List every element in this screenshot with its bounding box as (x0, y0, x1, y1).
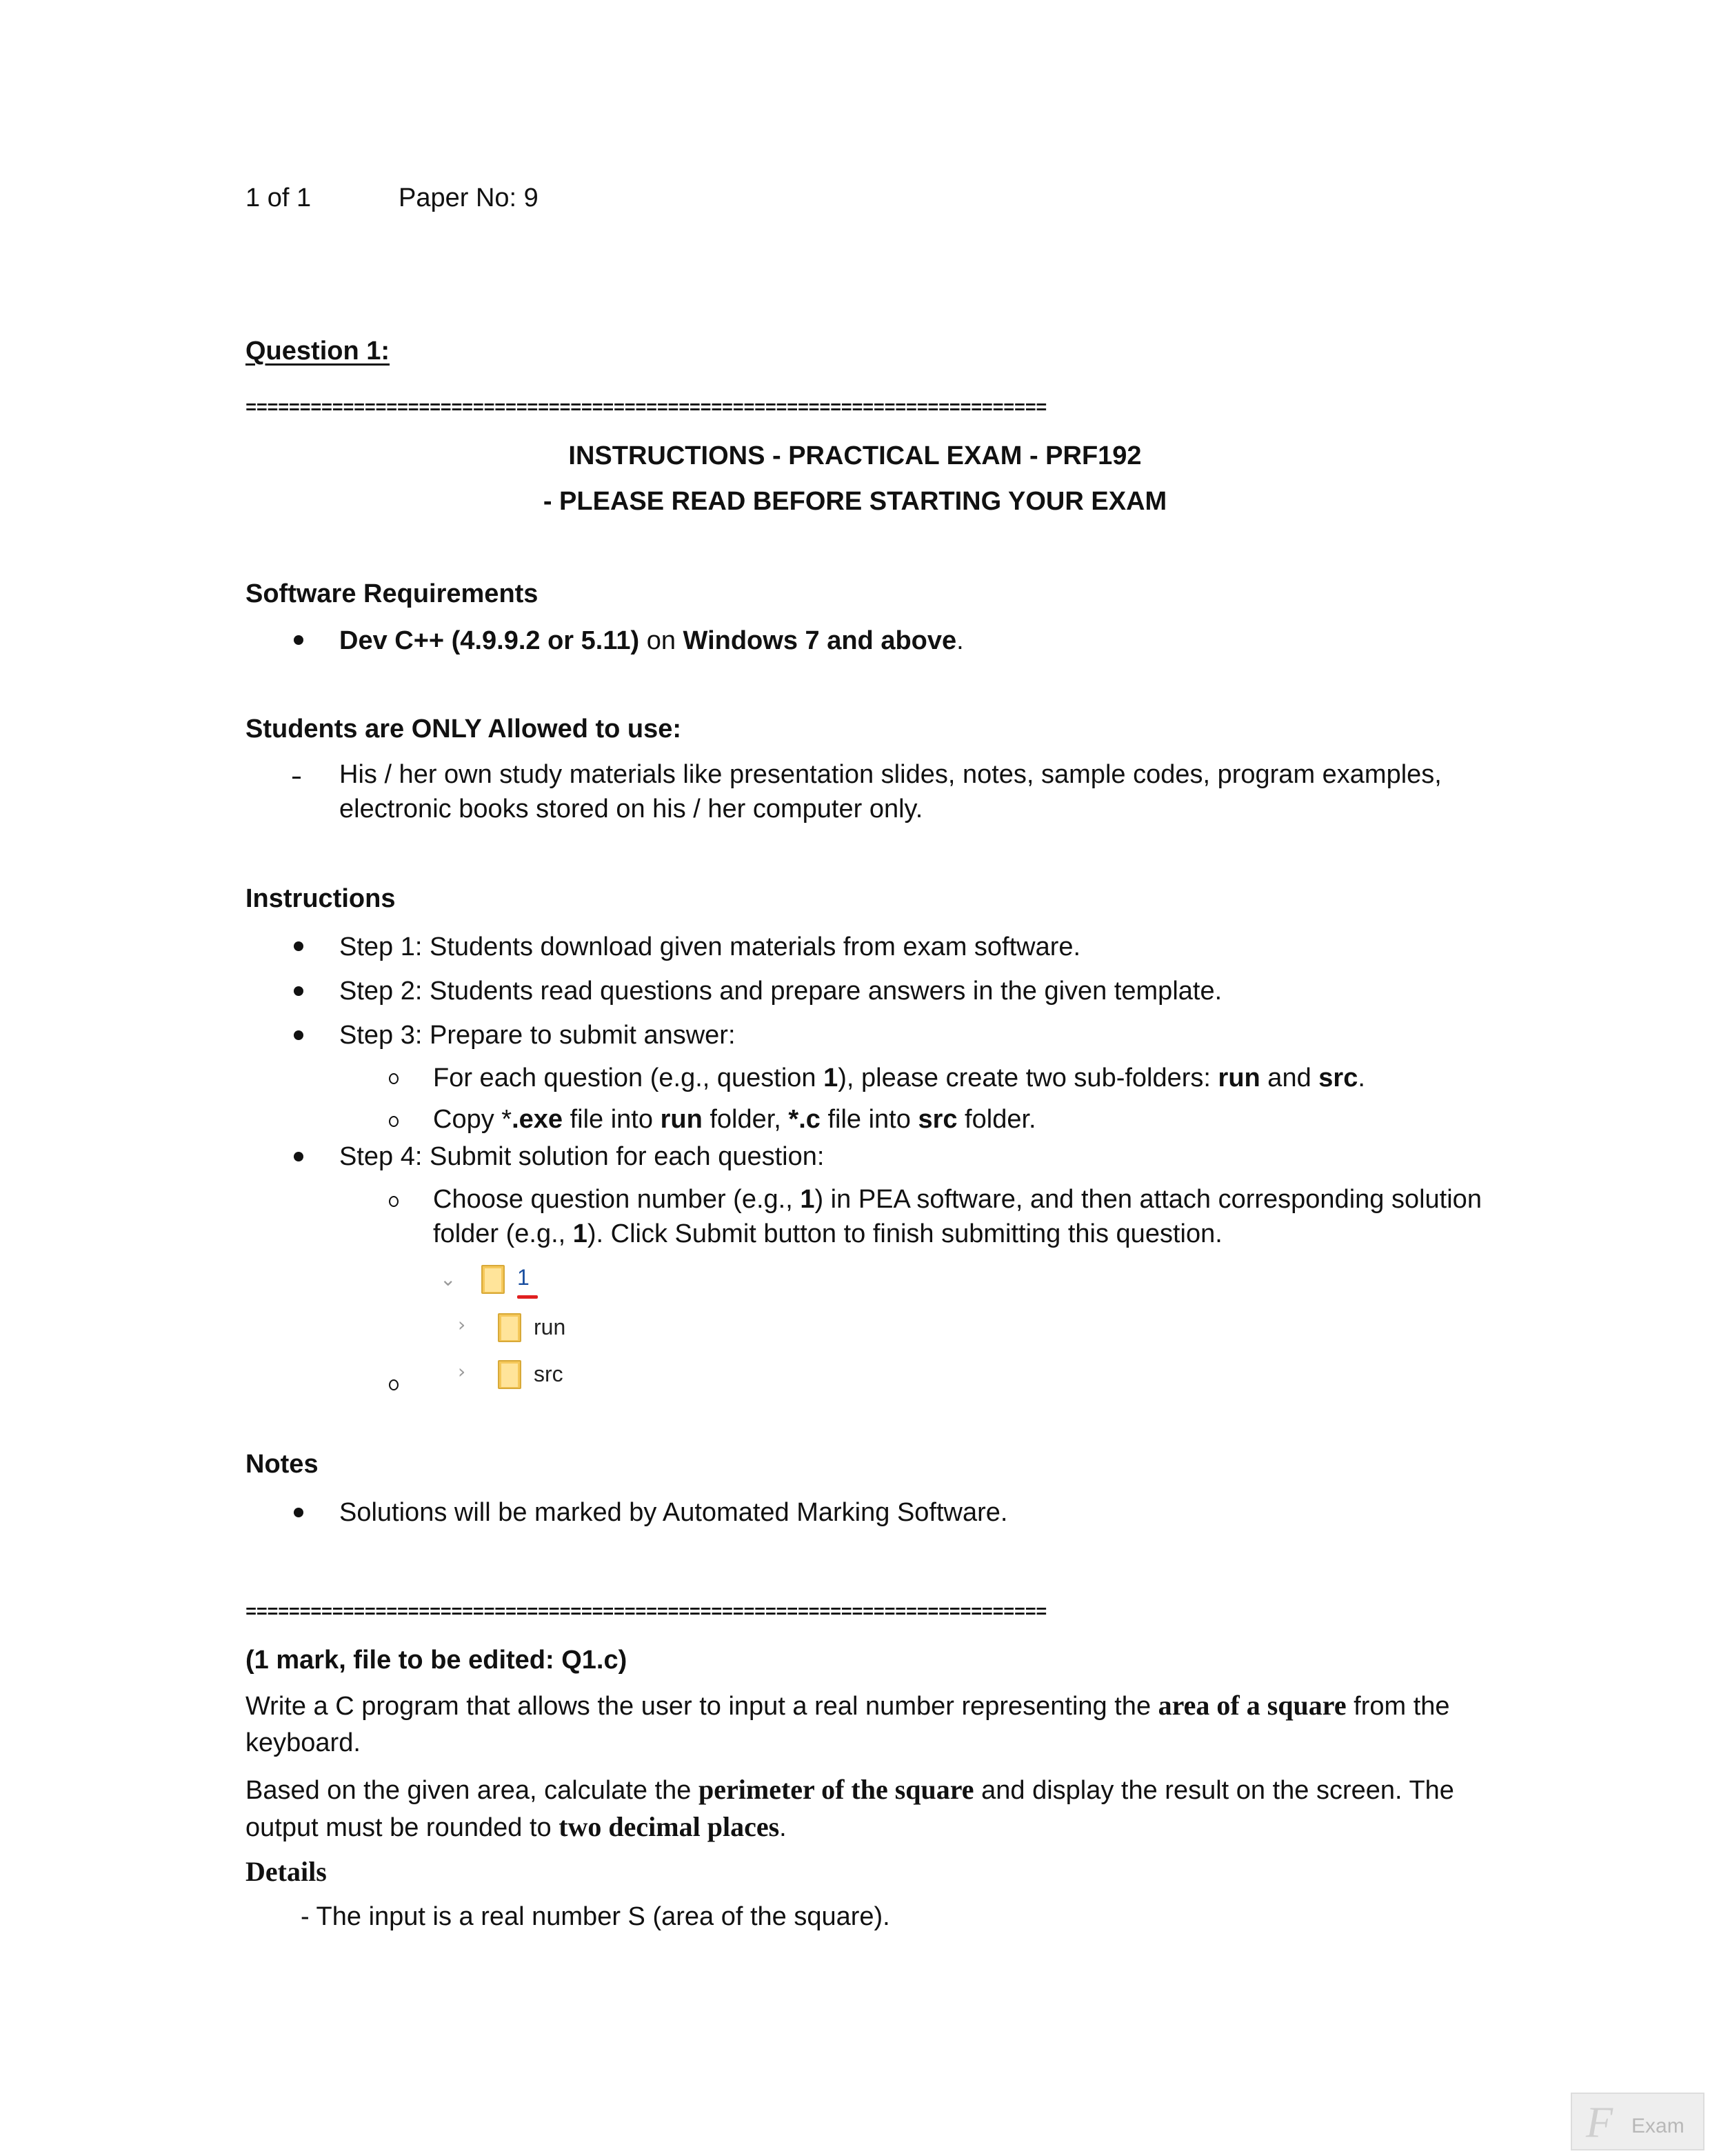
details-heading: Details (245, 1856, 327, 1887)
question-heading: Question 1: (245, 337, 390, 366)
tree-src-label: src (534, 1361, 563, 1386)
circle-bullet-icon (389, 1116, 399, 1127)
task-paragraph-1-line-1: Write a C program that allows the user to input a real number representing the area of a square from the (245, 1690, 1450, 1721)
step-3-sub-1: For each question (e.g., question 1), please create two sub-folders: run and src. (433, 1064, 1365, 1092)
task-paragraph-2-line-1: Based on the given area, calculate the perimeter of the square and display the result on the screen. The (245, 1774, 1454, 1805)
step-4-sub-line-2: folder (e.g., 1). Click Submit button to finish submitting this question. (433, 1219, 1223, 1248)
folder-icon (498, 1360, 521, 1389)
details-line: - The input is a real number S (area of the square). (301, 1902, 890, 1931)
notes-item: Solutions will be marked by Automated Marking Software. (339, 1498, 1008, 1527)
allowed-heading: Students are ONLY Allowed to use: (245, 715, 682, 743)
tree-run-label: run (534, 1315, 566, 1339)
step-3-sub-2: Copy *.exe file into run folder, *.c file into src folder. (433, 1105, 1036, 1134)
circle-bullet-icon (389, 1196, 399, 1207)
software-heading: Software Requirements (245, 579, 539, 608)
folder-icon (481, 1265, 505, 1294)
separator-top: ========================================================================== (245, 399, 1047, 419)
chevron-down-icon: ⌄ (440, 1268, 456, 1290)
step-1: Step 1: Students download given materials from exam software. (339, 932, 1081, 961)
step-4: Step 4: Submit solution for each question: (339, 1142, 825, 1171)
bullet-icon (294, 635, 303, 645)
bullet-icon (294, 941, 303, 951)
page-indicator: 1 of 1 (245, 183, 312, 212)
bullet-icon (294, 986, 303, 996)
separator-bottom: ========================================================================== (245, 1603, 1047, 1624)
dash-icon (292, 777, 301, 779)
allowed-line-2: electronic books stored on his / her computer only. (339, 795, 923, 824)
task-paragraph-1-line-2: keyboard. (245, 1728, 361, 1757)
watermark-glyph-icon: F (1586, 2097, 1613, 2146)
step-3: Step 3: Prepare to submit answer: (339, 1021, 736, 1050)
paper-number: Paper No: 9 (399, 183, 539, 212)
watermark-text: Exam (1631, 2115, 1684, 2137)
step-4-sub-line-1: Choose question number (e.g., 1) in PEA software, and then attach corresponding solution (433, 1185, 1482, 1214)
spellcheck-underline (517, 1295, 538, 1299)
tree-root-label: 1 (517, 1265, 530, 1290)
instructions-title: INSTRUCTIONS - PRACTICAL EXAM - PRF192 (568, 441, 1142, 470)
task-mark: (1 mark, file to be edited: Q1.c) (245, 1646, 627, 1675)
steps-heading: Instructions (245, 884, 396, 913)
watermark-logo (1571, 2093, 1704, 2150)
folder-icon (498, 1313, 521, 1342)
software-item: Dev C++ (4.9.9.2 or 5.11) on Windows 7 and above. (339, 626, 964, 655)
allowed-line-1: His / her own study materials like presentation slides, notes, sample codes, program examples, (339, 760, 1442, 789)
task-paragraph-2-line-2: output must be rounded to two decimal places. (245, 1811, 787, 1842)
instructions-subtitle: - PLEASE READ BEFORE STARTING YOUR EXAM (543, 487, 1167, 516)
step-2: Step 2: Students read questions and prepare answers in the given template. (339, 977, 1223, 1006)
chevron-right-icon: › (458, 1360, 466, 1383)
notes-heading: Notes (245, 1450, 319, 1479)
bullet-icon (294, 1030, 303, 1040)
bullet-icon (294, 1152, 303, 1161)
bullet-icon (294, 1508, 303, 1517)
circle-bullet-icon (389, 1379, 399, 1390)
circle-bullet-icon (389, 1073, 399, 1084)
chevron-right-icon: › (458, 1313, 466, 1336)
